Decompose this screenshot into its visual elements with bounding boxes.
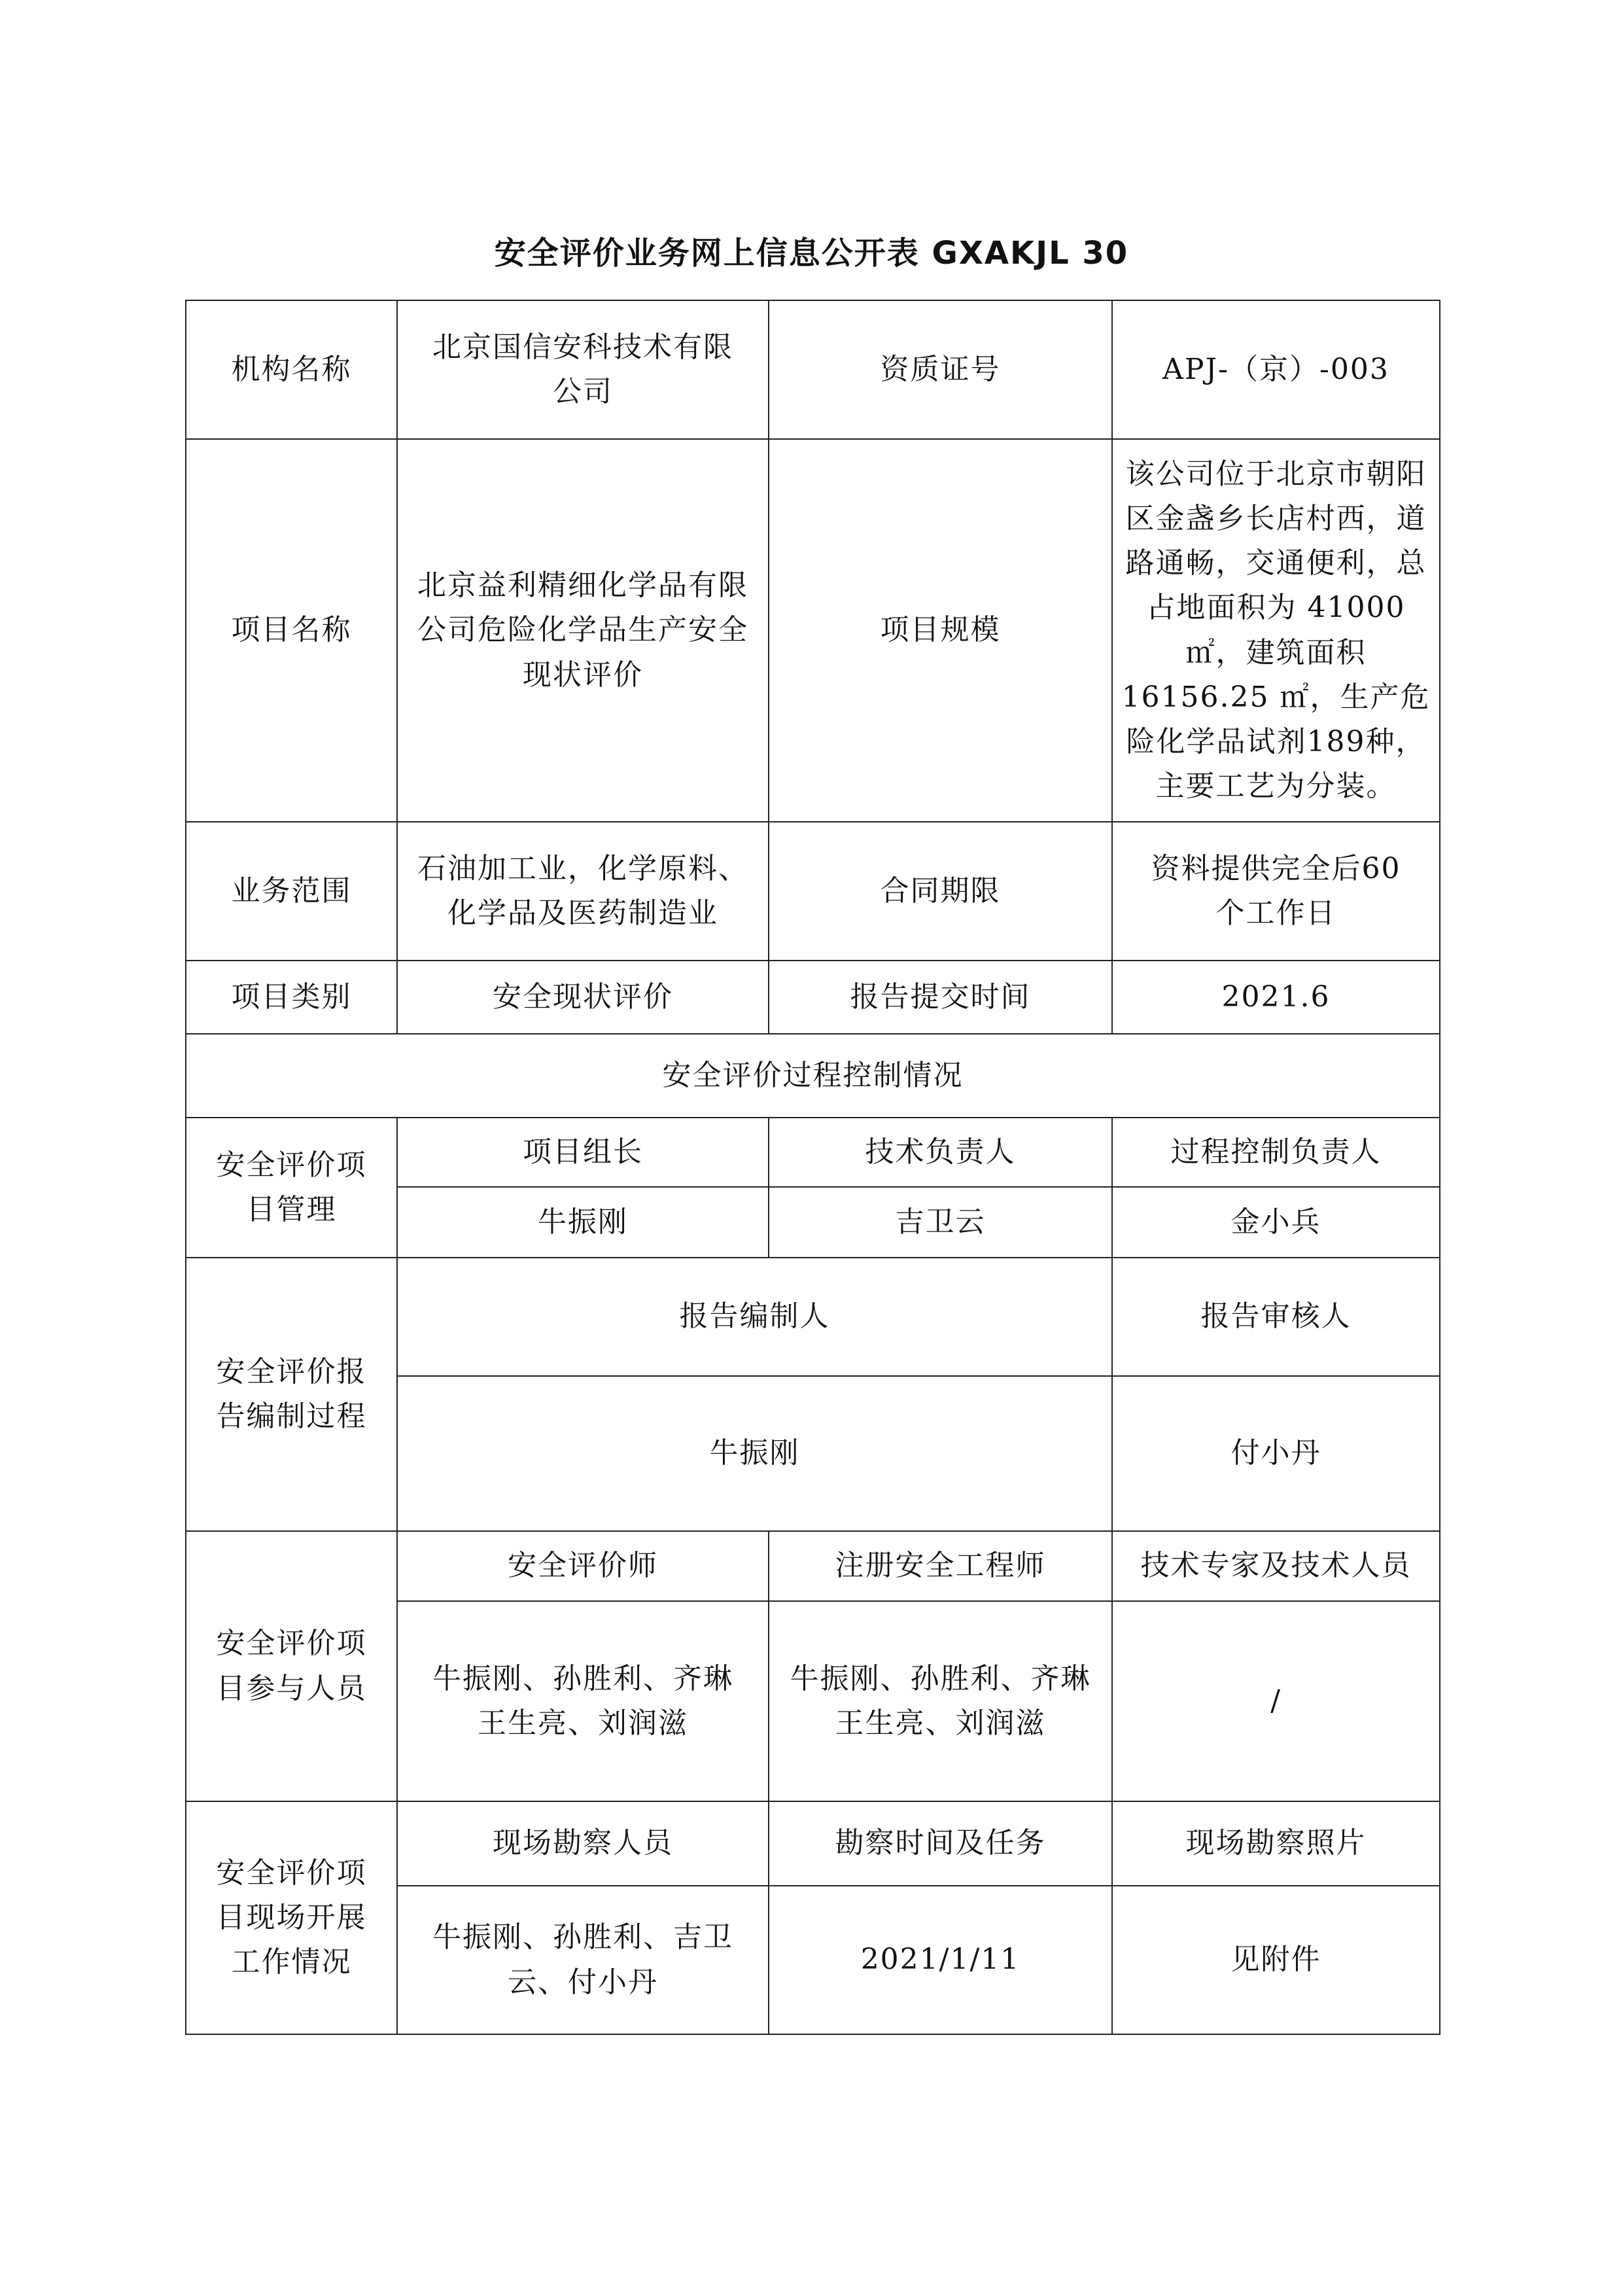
participants-label: 安全评价项 目参与人员 [186, 1531, 397, 1801]
site-header-row [186, 1801, 1440, 1886]
registered-engineer-label: 注册安全工程师 [769, 1531, 1112, 1601]
business-scope-value: 石油加工业，化学原料、 化学品及医药制造业 [397, 822, 769, 961]
process-control-lead-label: 过程控制负责人 [1112, 1118, 1440, 1187]
project-scale-label: 项目规模 [769, 439, 1112, 822]
evaluator-value: 牛振刚、孙胜利、齐琳 王生亮、刘润滋 [397, 1601, 769, 1801]
site-survey-staff-label: 现场勘察人员 [397, 1801, 769, 1886]
report-author-label: 报告编制人 [397, 1258, 1112, 1376]
tech-experts-label: 技术专家及技术人员 [1112, 1531, 1440, 1601]
process-control-lead-value: 金小兵 [1112, 1187, 1440, 1258]
site-survey-staff-value: 牛振刚、孙胜利、吉卫 云、付小丹 [397, 1886, 769, 2034]
report-time-value: 2021.6 [1112, 961, 1440, 1034]
category-row [186, 961, 1440, 1034]
contract-term-label: 合同期限 [769, 822, 1112, 961]
management-header-row [186, 1118, 1440, 1187]
project-scale-value: 该公司位于北京市朝阳区金盏乡长店村西，道路通畅，交通便利，总占地面积为 41000 ㎡，建筑面积 16156.25 ㎡，生产危险化学品试剂189种，主要工艺为分装。 [1112, 439, 1440, 822]
report-reviewer-value: 付小丹 [1112, 1376, 1440, 1531]
survey-time-task-value: 2021/1/11 [769, 1886, 1112, 2034]
site-photos-label: 现场勘察照片 [1112, 1801, 1440, 1886]
contract-term-value: 资料提供完全后60 个工作日 [1112, 822, 1440, 961]
management-label: 安全评价项 目管理 [186, 1118, 397, 1258]
project-name-value: 北京益利精细化学品有限公司危险化学品生产安全现状评价 [397, 439, 769, 822]
report-reviewer-label: 报告审核人 [1112, 1258, 1440, 1376]
org-name-label: 机构名称 [186, 300, 397, 439]
business-scope-label: 业务范围 [186, 822, 397, 961]
report-process-label: 安全评价报 告编制过程 [186, 1258, 397, 1531]
tech-lead-label: 技术负责人 [769, 1118, 1112, 1187]
tech-experts-value: / [1112, 1601, 1440, 1801]
participants-header-row [186, 1531, 1440, 1601]
project-name-label: 项目名称 [186, 439, 397, 822]
project-row [186, 439, 1440, 822]
org-row [186, 300, 1440, 439]
team-leader-label: 项目组长 [397, 1118, 769, 1187]
org-name-value: 北京国信安科技术有限 公司 [397, 300, 769, 439]
report-process-header-row [186, 1258, 1440, 1376]
cert-no-value: APJ-（京）-003 [1112, 300, 1440, 439]
project-category-value: 安全现状评价 [397, 961, 769, 1034]
cert-no-label: 资质证号 [769, 300, 1112, 439]
process-header-row [186, 1034, 1440, 1118]
site-work-label: 安全评价项 目现场开展 工作情况 [186, 1801, 397, 2034]
info-disclosure-table [185, 300, 1440, 2035]
process-control-header: 安全评价过程控制情况 [186, 1034, 1440, 1118]
scope-row [186, 822, 1440, 961]
team-leader-value: 牛振刚 [397, 1187, 769, 1258]
report-author-value: 牛振刚 [397, 1376, 1112, 1531]
tech-lead-value: 吉卫云 [769, 1187, 1112, 1258]
survey-time-task-label: 勘察时间及任务 [769, 1801, 1112, 1886]
evaluator-label: 安全评价师 [397, 1531, 769, 1601]
project-category-label: 项目类别 [186, 961, 397, 1034]
page-title: 安全评价业务网上信息公开表 GXAKJL 30 [494, 235, 1129, 272]
site-photos-value: 见附件 [1112, 1886, 1440, 2034]
report-time-label: 报告提交时间 [769, 961, 1112, 1034]
registered-engineer-value: 牛振刚、孙胜利、齐琳 王生亮、刘润滋 [769, 1601, 1112, 1801]
